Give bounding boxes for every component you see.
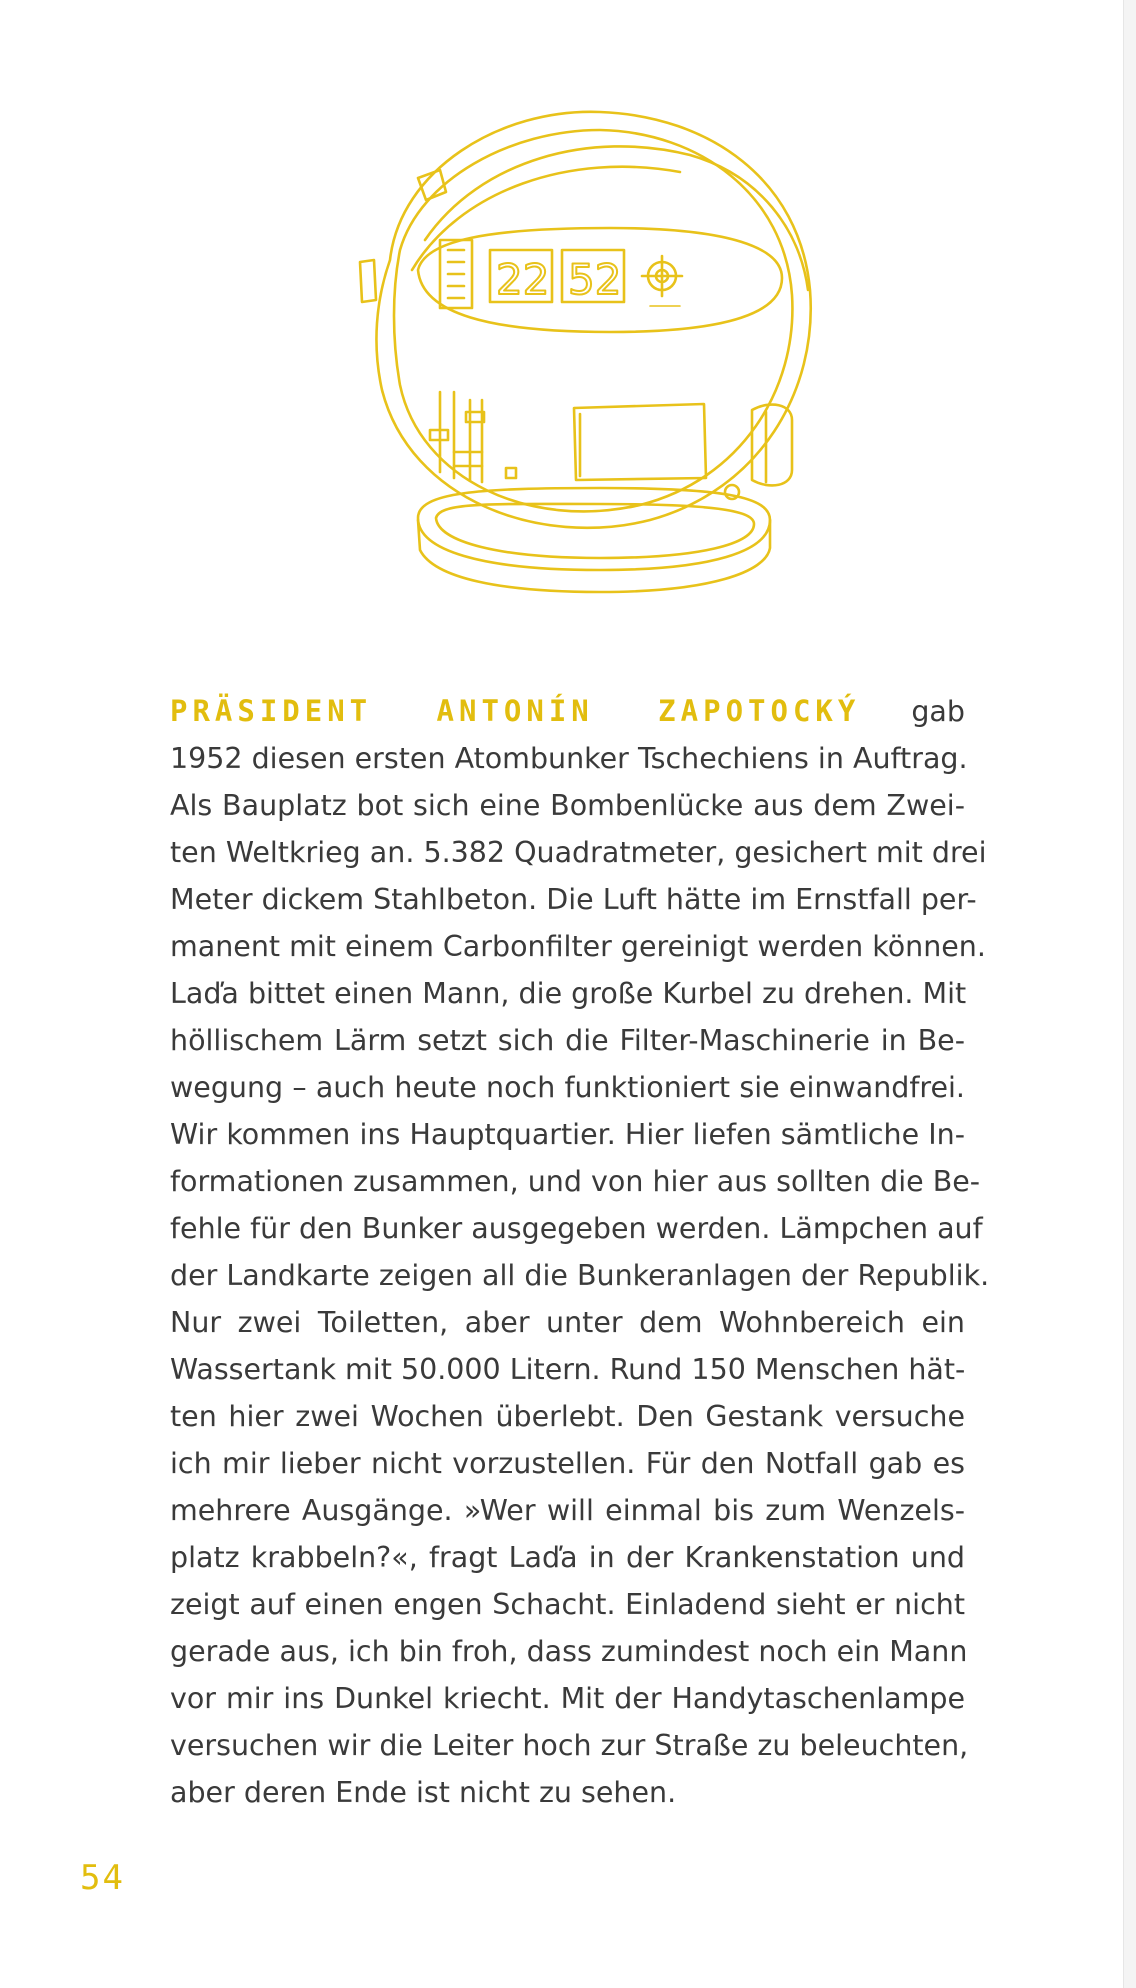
text-line-4: ten Weltkrieg an. 5.382 Quadratmeter, gesichert mit drei — [170, 836, 987, 869]
text-line-2: 1952 diesen ersten Atombunker Tschechiens in Auftrag. — [170, 742, 968, 775]
text-line-11: formationen zusammen, und von hier aus sollten die Be- — [170, 1165, 981, 1198]
text-line-15: Wassertank mit 50.000 Litern. Rund 150 Menschen hät- — [170, 1353, 966, 1386]
text-line-6: manent mit einem Carbonfilter gereinigt werden können. — [170, 930, 986, 963]
svg-text:52: 52 — [568, 255, 622, 304]
page-number: 54 — [80, 1858, 125, 1898]
text-line-12: fehle für den Bunker ausgegeben werden. Lämpchen auf — [170, 1212, 983, 1245]
text-line-14: Nur zwei Toiletten, aber unter dem Wohnbereich ein — [170, 1306, 965, 1339]
helmet-radio-sketch-icon — [330, 100, 850, 645]
text-line-23: versuchen wir die Leiter hoch zur Straße zu beleuchten, — [170, 1729, 969, 1762]
text-line-1: PRÄSIDENT ANTONÍN ZAPOTOCKÝ gab — [170, 694, 965, 728]
lead-caps-name: PRÄSIDENT ANTONÍN ZAPOTOCKÝ — [170, 694, 861, 728]
text-line-8: höllischem Lärm setzt sich die Filter-Maschinerie in Be- — [170, 1024, 965, 1057]
text-line-16: ten hier zwei Wochen überlebt. Den Gestank versuche — [170, 1400, 965, 1433]
text-line-19: platz krabbeln?«, fragt Laďa in der Krankenstation und — [170, 1541, 965, 1574]
text-line-5: Meter dickem Stahlbeton. Die Luft hätte im Ernstfall per- — [170, 883, 977, 916]
text-line-10: Wir kommen ins Hauptquartier. Hier liefen sämtliche In- — [170, 1118, 965, 1151]
text-line-17: ich mir lieber nicht vorzustellen. Für den Notfall gab es — [170, 1447, 965, 1480]
text-line-22: vor mir ins Dunkel kriecht. Mit der Handytaschenlampe — [170, 1682, 965, 1715]
text-line-9: wegung – auch heute noch funktioniert sie einwandfrei. — [170, 1071, 965, 1104]
svg-text:22: 22 — [496, 255, 550, 304]
text-line-18: mehrere Ausgänge. »Wer will einmal bis zum Wenzels- — [170, 1494, 965, 1527]
text-line-24: aber deren Ende ist nicht zu sehen. — [170, 1776, 677, 1809]
text-line-21: gerade aus, ich bin froh, dass zumindest noch ein Mann — [170, 1635, 968, 1668]
body-text — [170, 688, 990, 1816]
text-line-7: Laďa bittet einen Mann, die große Kurbel zu drehen. Mit — [170, 977, 967, 1010]
text-line-3: Als Bauplatz bot sich eine Bombenlücke aus dem Zwei- — [170, 789, 965, 822]
page-edge — [1123, 0, 1136, 1988]
text-line-20: zeigt auf einen engen Schacht. Einladend sieht er nicht — [170, 1588, 965, 1621]
text-line-13: der Landkarte zeigen all die Bunkeranlagen der Republik. — [170, 1259, 990, 1292]
